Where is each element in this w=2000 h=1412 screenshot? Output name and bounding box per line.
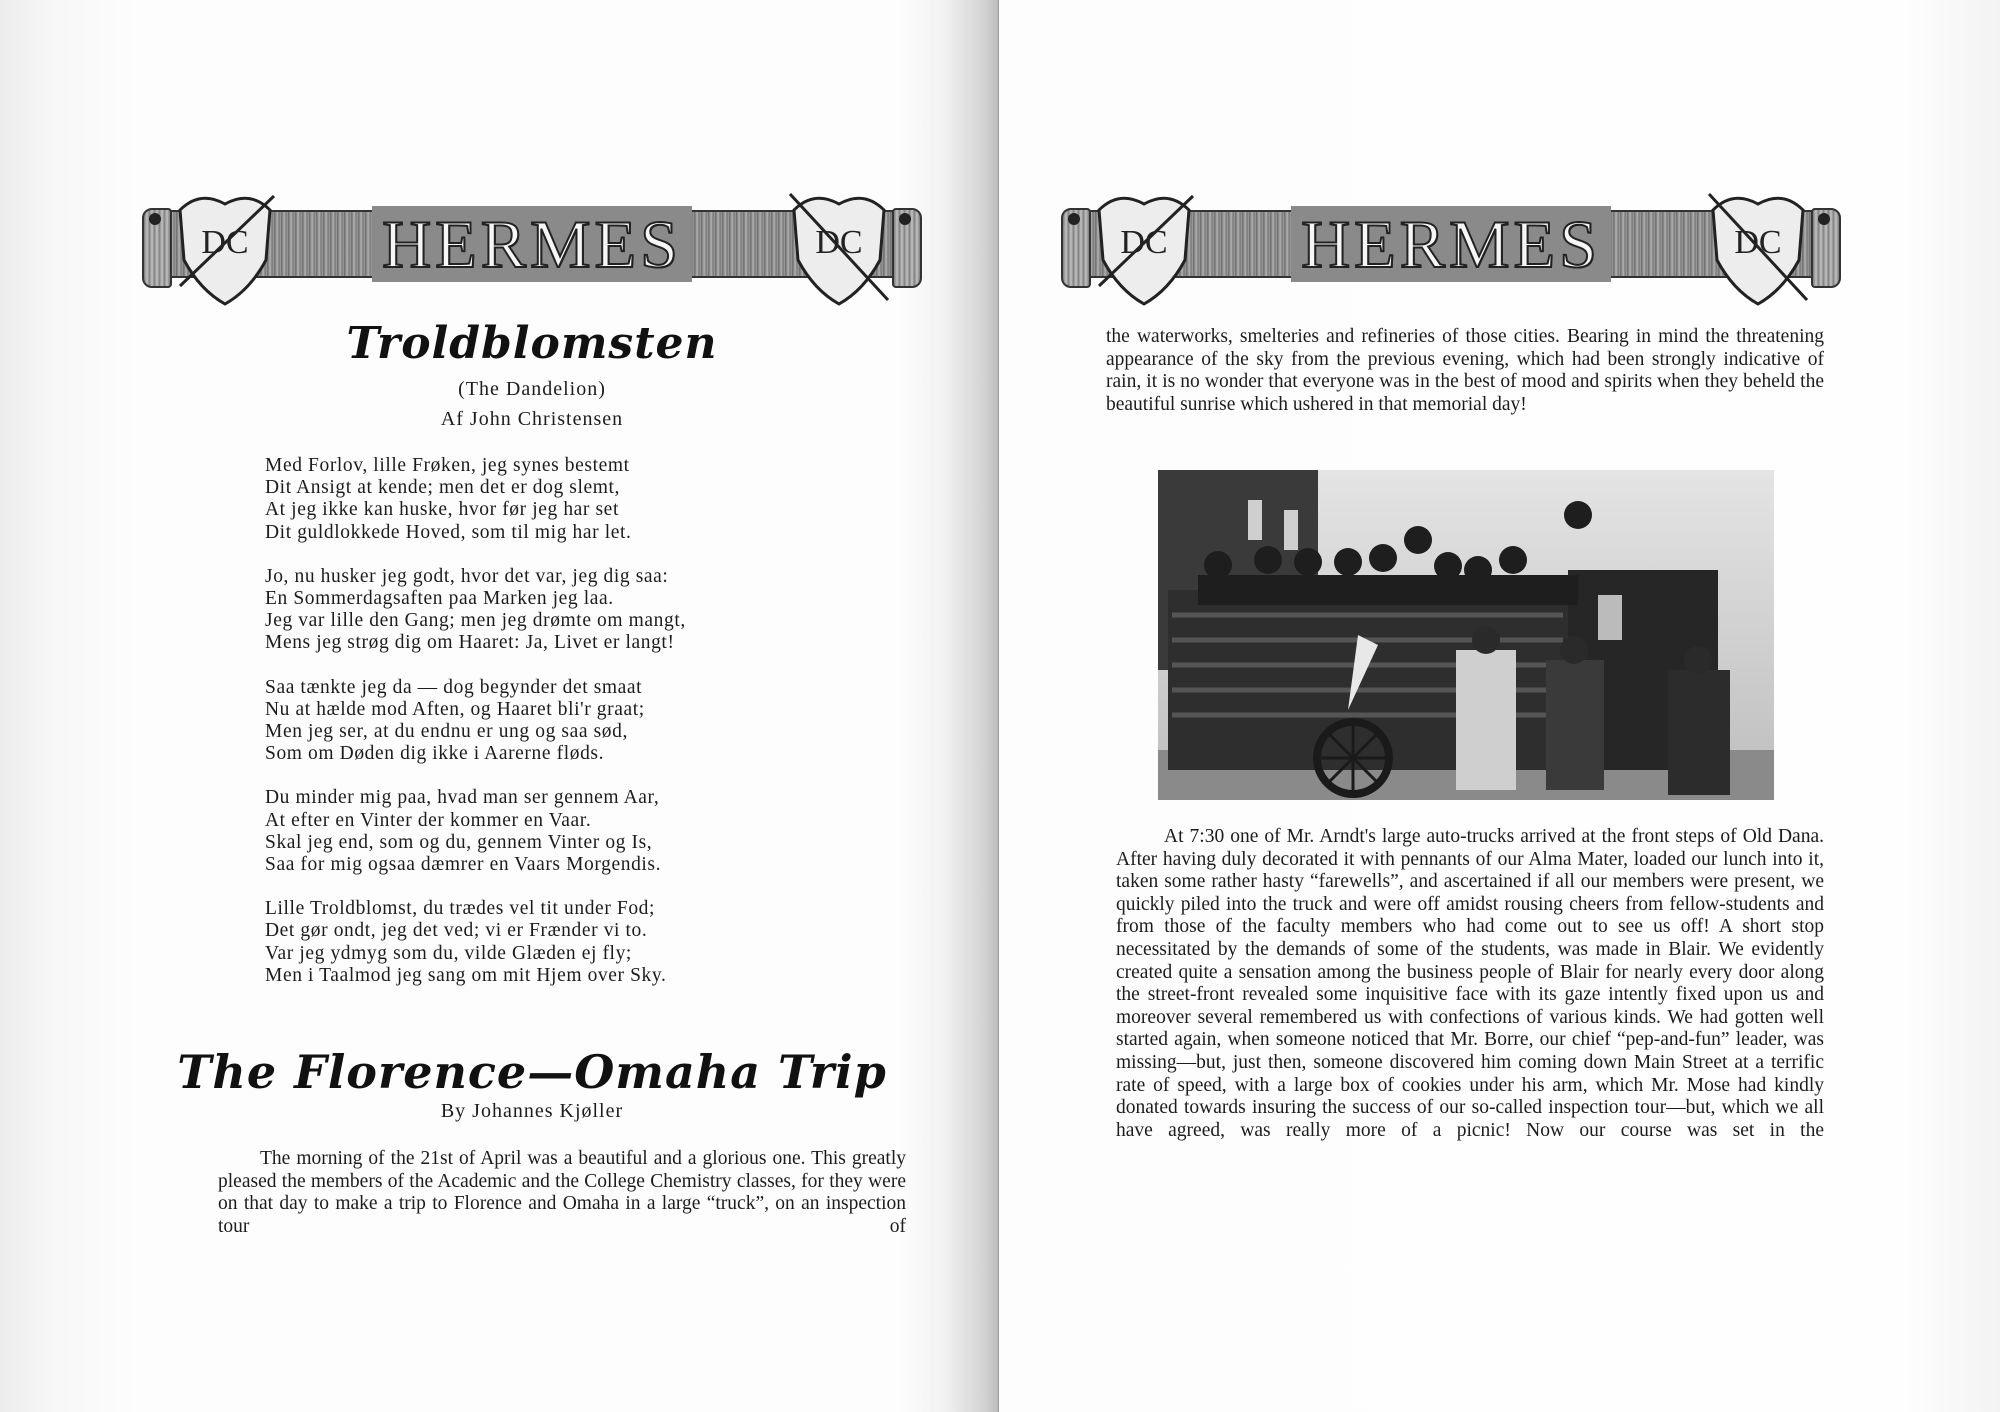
hermes-banner xyxy=(1051,180,1851,300)
photo-illustration xyxy=(1158,470,1774,800)
right-page xyxy=(998,0,2000,1412)
poem-line: Lille Troldblomst, du trædes vel tit under Fod; xyxy=(265,898,656,920)
article-continued xyxy=(1106,326,1824,416)
article-byline: By Johannes Kjøller xyxy=(440,1100,624,1122)
poem-subtitle: (The Dandelion) xyxy=(458,378,606,400)
poem-line: Dit Ansigt at kende; men det er dog slemt, xyxy=(265,477,621,499)
shield-crest-icon xyxy=(170,190,280,306)
shield-crest-icon xyxy=(1703,190,1813,306)
shield-monogram: DC xyxy=(1120,224,1168,261)
shield-monogram: DC xyxy=(1734,224,1782,261)
poem-stanza xyxy=(265,898,825,987)
poem-line: Jo, nu husker jeg godt, hvor det var, jeg dig saa: xyxy=(265,565,669,587)
article-paragraph: the waterworks, smelteries and refineries of those cities. Bearing in mind the threatening appearance of the sky from the previous evening, which had been strongly indicative of rain, it is no wonder that everyone was in the best of mood and spirits when they beheld the beautiful sunrise which ushered in that memorial day! xyxy=(1106,326,1824,415)
poem-line: Saa for mig ogsaa dæmrer en Vaars Morgendis. xyxy=(265,854,662,876)
shield-crest-icon xyxy=(784,190,894,306)
poem-line: Dit guldlokkede Hoved, som til mig har let. xyxy=(265,521,632,543)
article-paragraph: At 7:30 one of Mr. Arndt's large auto-trucks arrived at the front steps of Old Dana. After having duly decorated it with pennants of our Alma Mater, loaded our lunch into it, taken some rather hasty “farewells”, and ascertained if all our members were present, we quickly piled into the truck and were off amidst rousing cheers from fellow-students and from those of the faculty members who had come out to see us off! A short stop necessitated by the demands of some of the students, was made in Blair. We evidently created quite a sensation among the business people of Blair for nearly every door along the street-front revealed some inquisitive face with its gaze intently fixed upon us and moreover several remembered us with confections of various kinds. We had gotten well started again, when someone noticed that Mr. Borre, our chief “pep-and-fun” leader, was missing—but, just then, someone discovered him coming down Main Street at a terrific rate of speed, with a large box of cookies under his arm, which Mr. Mose had kindly donated towards insuring the success of our so-called inspection tour—but, which we all have agreed, was really more of a picnic! Now our course was set in the xyxy=(1116,826,1824,1141)
poem-line: At jeg ikke kan huske, hvor før jeg har set xyxy=(265,499,619,521)
poem-line: En Sommerdagsaften paa Marken jeg laa. xyxy=(265,588,614,610)
article-paragraph: The morning of the 21st of April was a beautiful and a glorious one. This greatly pleased the members of the Academic and the College Chemistry classes, for they were on that day to make a trip to Florence and Omaha in a large “truck”, on an inspection tour of xyxy=(218,1148,906,1237)
article-body-right xyxy=(1116,826,1824,1142)
poem-line: Men jeg ser, at du endnu er ung og saa sød, xyxy=(265,721,628,743)
poem-title: Troldblomsten xyxy=(346,318,718,369)
poem-line: Men i Taalmod jeg sang om mit Hjem over Sky. xyxy=(265,964,667,986)
poem-body xyxy=(265,455,825,1009)
article-title: The Florence—Omaha Trip xyxy=(177,1045,887,1099)
shield-monogram: DC xyxy=(815,224,863,261)
banner-title-text: HERMES xyxy=(372,206,692,282)
poem-line: At efter en Vinter der kommer en Vaar. xyxy=(265,809,592,831)
poem-line: Skal jeg end, som og du, gennem Vinter og Is, xyxy=(265,831,653,853)
truck-group-photo xyxy=(1158,470,1774,800)
poem-stanza xyxy=(265,566,825,655)
poem-stanza xyxy=(265,787,825,876)
poem-line: Du minder mig paa, hvad man ser gennem Aar, xyxy=(265,787,660,809)
poem-line: Saa tænkte jeg da — dog begynder det smaat xyxy=(265,676,643,698)
left-page xyxy=(0,0,998,1412)
hermes-banner xyxy=(132,180,932,300)
shield-monogram: DC xyxy=(201,224,249,261)
poem-stanza xyxy=(265,677,825,766)
poem-line: Nu at hælde mod Aften, og Haaret bli'r graat; xyxy=(265,698,645,720)
poem-line: Var jeg ydmyg som du, vilde Glæden ej fly; xyxy=(265,942,632,964)
poem-author: Af John Christensen xyxy=(440,408,624,430)
poem-line: Jeg var lille den Gang; men jeg drømte om mangt, xyxy=(265,610,686,632)
poem-line: Som om Døden dig ikke i Aarerne fløds. xyxy=(265,743,605,765)
poem-line: Med Forlov, lille Frøken, jeg synes bestemt xyxy=(265,455,630,476)
article-body-left xyxy=(218,1148,906,1238)
banner-title-text: HERMES xyxy=(1291,206,1611,282)
poem-line: Det gør ondt, jeg det ved; vi er Frænder vi to. xyxy=(265,920,648,942)
shield-crest-icon xyxy=(1089,190,1199,306)
poem-line: Mens jeg strøg dig om Haaret: Ja, Livet er langt! xyxy=(265,632,675,654)
poem-stanza xyxy=(265,455,825,544)
